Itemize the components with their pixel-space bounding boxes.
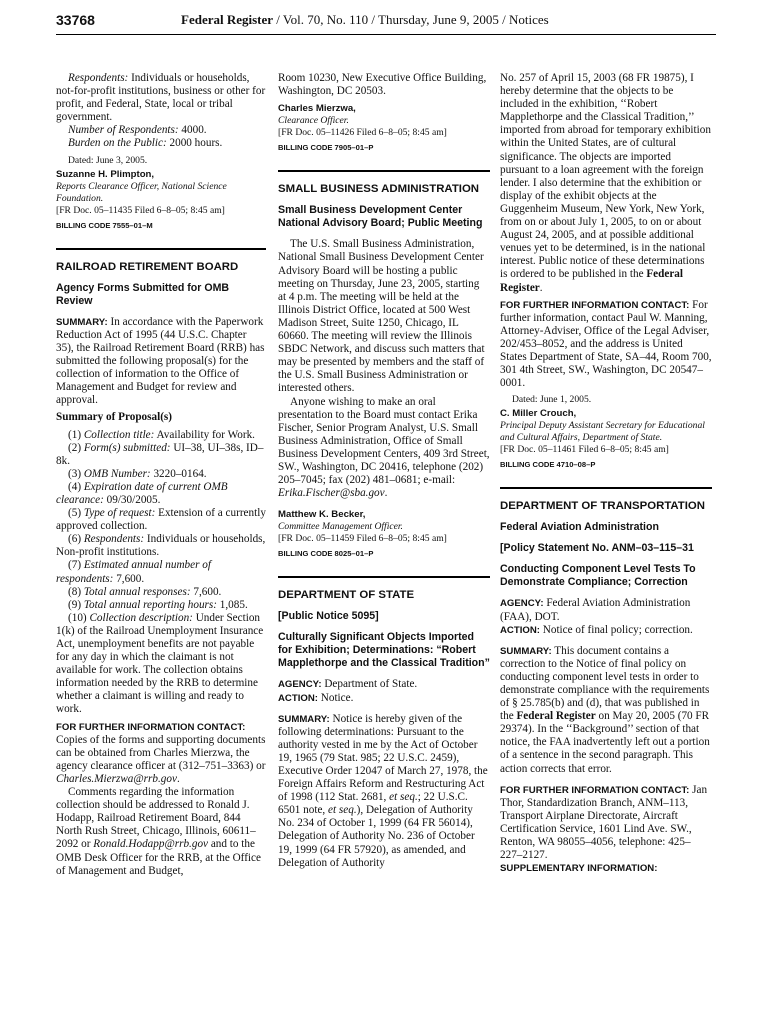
body-para: Anyone wishing to make an oral presentation to the Board must contact Erika Fischer, Senior Program Analyst, U.S. Small Business Administration, Office of Small Business Development Centers, 409 3rd Street, SW., Washington, DC 20416, telephone (202) 205–7045; fax (202) 481–0681; e-mail: Erika.Fischer@sba.gov. (278, 395, 490, 500)
agency-heading: RAILROAD RETIREMENT BOARD (56, 248, 266, 274)
billing-code: BILLING CODE 8025–01–P (278, 549, 374, 559)
agency-heading: SMALL BUSINESS ADMINISTRATION (278, 170, 490, 196)
proposal-item: (7) Estimated annual number of respondents: 7,600. (56, 559, 211, 585)
action-line: ACTION: Notice of final policy; correction. (500, 623, 693, 636)
dated: Dated: June 1, 2005. (512, 394, 592, 406)
proposal-item: (10) Collection description: Under Section 1(k) of the Railroad Unemployment Insurance Act, unemployment benefits are not payable for any day in which the claimant is not available for work. The collection obtains information needed by the RRB to determine whether a claimant is willing and ready to work. (56, 611, 264, 716)
signer-title: Principal Deputy Assistant Secretary for Educational and Cultural Affairs, Department of State. (500, 420, 705, 444)
proposal-item: (5) Type of request: Extension of a currently approved collection. (56, 507, 266, 533)
fr-doc: [FR Doc. 05–11461 Filed 6–8–05; 8:45 am] (500, 444, 669, 456)
billing-code: BILLING CODE 4710–08–P (500, 460, 596, 470)
page-number: 33768 (56, 12, 95, 28)
address-continued: Room 10230, New Executive Office Building, Washington, DC 20503. (278, 72, 487, 98)
policy-number: [Policy Statement No. ANM–03–115–31 (500, 542, 694, 555)
subject-heading: Conducting Component Level Tests To Demonstrate Compliance; Correction (500, 563, 696, 589)
column-3 (500, 72, 712, 875)
num-respondents-para: Number of Respondents: 4000. (68, 124, 207, 137)
notice-number: [Public Notice 5095] (278, 610, 379, 623)
journal-name: Federal Register (181, 12, 274, 27)
dated: Dated: June 3, 2005. (68, 154, 148, 166)
respondents-para: Respondents: Individuals or households, not-for-profit institutions, business or other for profit, and Federal, State, local or tribal government. (56, 72, 266, 124)
proposal-item: (6) Respondents: Individuals or households, Non-profit institutions. (56, 533, 266, 559)
summary-para: SUMMARY: This document contains a correction to the Notice of final policy on conducting component level tests in order to demonstrate compliance with the requirements of § 25.785(b) and (d), that was published in the Federal Register on May 20, 2005 (70 FR 29374). In the ‘‘Background’’ section of that notice, the FAA inadvertently left out a portion of a sentence in the second paragraph. This action corrects that error. (500, 644, 710, 775)
action-line: ACTION: Notice. (278, 691, 354, 704)
burden-para: Burden on the Public: 2000 hours. (68, 137, 223, 150)
signer-title: Reports Clearance Officer, National Science Foundation. (56, 180, 227, 204)
issue-info: / Vol. 70, No. 110 / Thursday, June 9, 2005 / Notices (273, 12, 549, 27)
proposal-item: (2) Form(s) submitted: UI–38, UI–38s, ID–8k. (56, 441, 264, 467)
summary-para: SUMMARY: Notice is hereby given of the following determinations: Pursuant to the authority vested in me by the Act of October 19, 1965 (79 Stat. 985; 22 U.S.C. 2459), Executive Order 12047 of March 27, 1978, the Foreign Affairs Reform and Restructuring Act of 1998 (112 Stat. 2681, et seq.; 22 U.S.C. 6501 note, et seq.), Delegation of Authority No. 234 of October 1, 1999 (64 FR 56014), Delegation of Authority No. 236 of October 19, 1999 (64 FR 57920), as amended, and Delegation of Authority (278, 712, 488, 869)
supplementary-heading: SUPPLEMENTARY INFORMATION: (500, 863, 658, 875)
billing-code: BILLING CODE 7905–01–P (278, 143, 374, 153)
subject-heading: Agency Forms Submitted for OMB Review (56, 281, 230, 307)
summary-para: SUMMARY: In accordance with the Paperwork Reduction Act of 1995 (44 U.S.C. Chapter 35), the Railroad Retirement Board (RRB) has submitted the following proposal(s) for the collection of information to the Office of Management and Budget for review and approval. (56, 315, 265, 407)
signer-name: C. Miller Crouch, (500, 408, 577, 420)
fr-doc: [FR Doc. 05–11459 Filed 6–8–05; 8:45 am] (278, 533, 447, 545)
column-1 (56, 72, 266, 878)
email-link[interactable]: Erika.Fischer@sba.gov (278, 487, 385, 500)
proposal-item: (4) Expiration date of current OMB clearance: 09/30/2005. (56, 480, 228, 506)
proposal-item: (3) OMB Number: 3220–0164. (68, 467, 207, 480)
summary-of-proposals-heading: Summary of Proposal(s) (56, 411, 173, 424)
proposal-item: (9) Total annual reporting hours: 1,085. (68, 598, 248, 611)
signer-name: Suzanne H. Plimpton, (56, 168, 155, 180)
agency-line: AGENCY: Department of State. (278, 678, 418, 691)
body-para: The U.S. Small Business Administration, National Small Business Development Center Advisory Board will be hosting a public meeting on Thursday, June 23, 2005, starting at 4 p.m. The meeting will be held at the Illinois District Office, located at 500 West Madison Street, Suite 1250, Chicago, IL 60660. The meeting will review the Illinois SBDC Network, and discuss such matters that may be presented by members and the staff of the U.S. Small Business Administration or interested others. (278, 238, 485, 395)
agency-line: AGENCY: Federal Aviation Administration (FAA), DOT. (500, 597, 691, 623)
fr-doc: [FR Doc. 05–11435 Filed 6–8–05; 8:45 am] (56, 204, 225, 216)
subject-heading: Culturally Significant Objects Imported for Exhibition; Determinations: “Robert Mapplethorpe and the Classical Tradition” (278, 631, 490, 670)
comments-para: Comments regarding the information collection should be addressed to Ronald J. Hodapp, Railroad Retirement Board, 844 North Rush Street, Chicago, Illinois, 60611–2092 or Ronald.Hodapp@rrb.gov and to the OMB Desk Officer for the RRB, at the Office of Management and Budget, (56, 786, 261, 877)
signer-name: Matthew K. Becker, (278, 509, 366, 521)
signer-name: Charles Mierzwa, (278, 103, 356, 115)
email-link[interactable]: Charles.Mierzwa@rrb.gov (56, 772, 177, 785)
ffic-para: FOR FURTHER INFORMATION CONTACT: Copies of the forms and supporting documents can be obtained from Charles Mierzwa, the agency clearance officer at (312–751–3363) or Charles.Mierzwa@rrb.gov. (56, 721, 266, 785)
proposal-item: (1) Collection title: Availability for Work. (68, 428, 255, 441)
subject-heading: Small Business Development Center National Advisory Board; Public Meeting (278, 204, 483, 230)
ffic-para: FOR FURTHER INFORMATION CONTACT: For further information, contact Paul W. Manning, Attorney-Adviser, Office of the Legal Adviser, 202/453–8052, and the address is United States Department of State, SA–44, Room 700, 301 4th Street, SW., Washington, DC 20547–0001. (500, 298, 712, 390)
ffic-para-2: FOR FURTHER INFORMATION CONTACT: Jan Thor, Standardization Branch, ANM–113, Transport Airplane Directorate, Aircraft Certification Service, 1601 Lind Ave. SW., Renton, WA 98055–4056, telephone: 425–227–2127. (500, 783, 708, 862)
signer-title: Committee Management Officer. (278, 521, 403, 533)
agency-heading: DEPARTMENT OF TRANSPORTATION (500, 487, 712, 513)
page-header (56, 10, 716, 35)
proposal-items (56, 429, 266, 717)
fr-doc: [FR Doc. 05–11426 Filed 6–8–05; 8:45 am] (278, 127, 447, 139)
column-2 (278, 72, 490, 870)
billing-code: BILLING CODE 7555–01–M (56, 220, 153, 230)
email-link[interactable]: Ronald.Hodapp@rrb.gov (93, 838, 209, 851)
proposal-item: (8) Total annual responses: 7,600. (68, 585, 222, 598)
signer-title: Clearance Officer. (278, 115, 349, 127)
sub-agency-heading: Federal Aviation Administration (500, 521, 659, 534)
header-title (181, 12, 549, 28)
determination-continued: No. 257 of April 15, 2003 (68 FR 19875), I hereby determine that the objects to be included in the exhibition, ‘‘Robert Mapplethorpe and the Classical Tradition,’’ imported from abroad for temporary exhibition within the United States, are of cultural significance. The objects are imported pursuant to a loan agreement with the foreign lender. I also determine that the exhibition or display of the exhibit objects at the Guggenheim Museum, New York, New York, from on or about July 1, 2005, to on or about August 24, 2005, and at possible additional venues yet to be determined, is in the national interest. Public notice of these determinations is ordered to be published in the Federal Register. (500, 72, 711, 294)
agency-heading: DEPARTMENT OF STATE (278, 576, 490, 602)
